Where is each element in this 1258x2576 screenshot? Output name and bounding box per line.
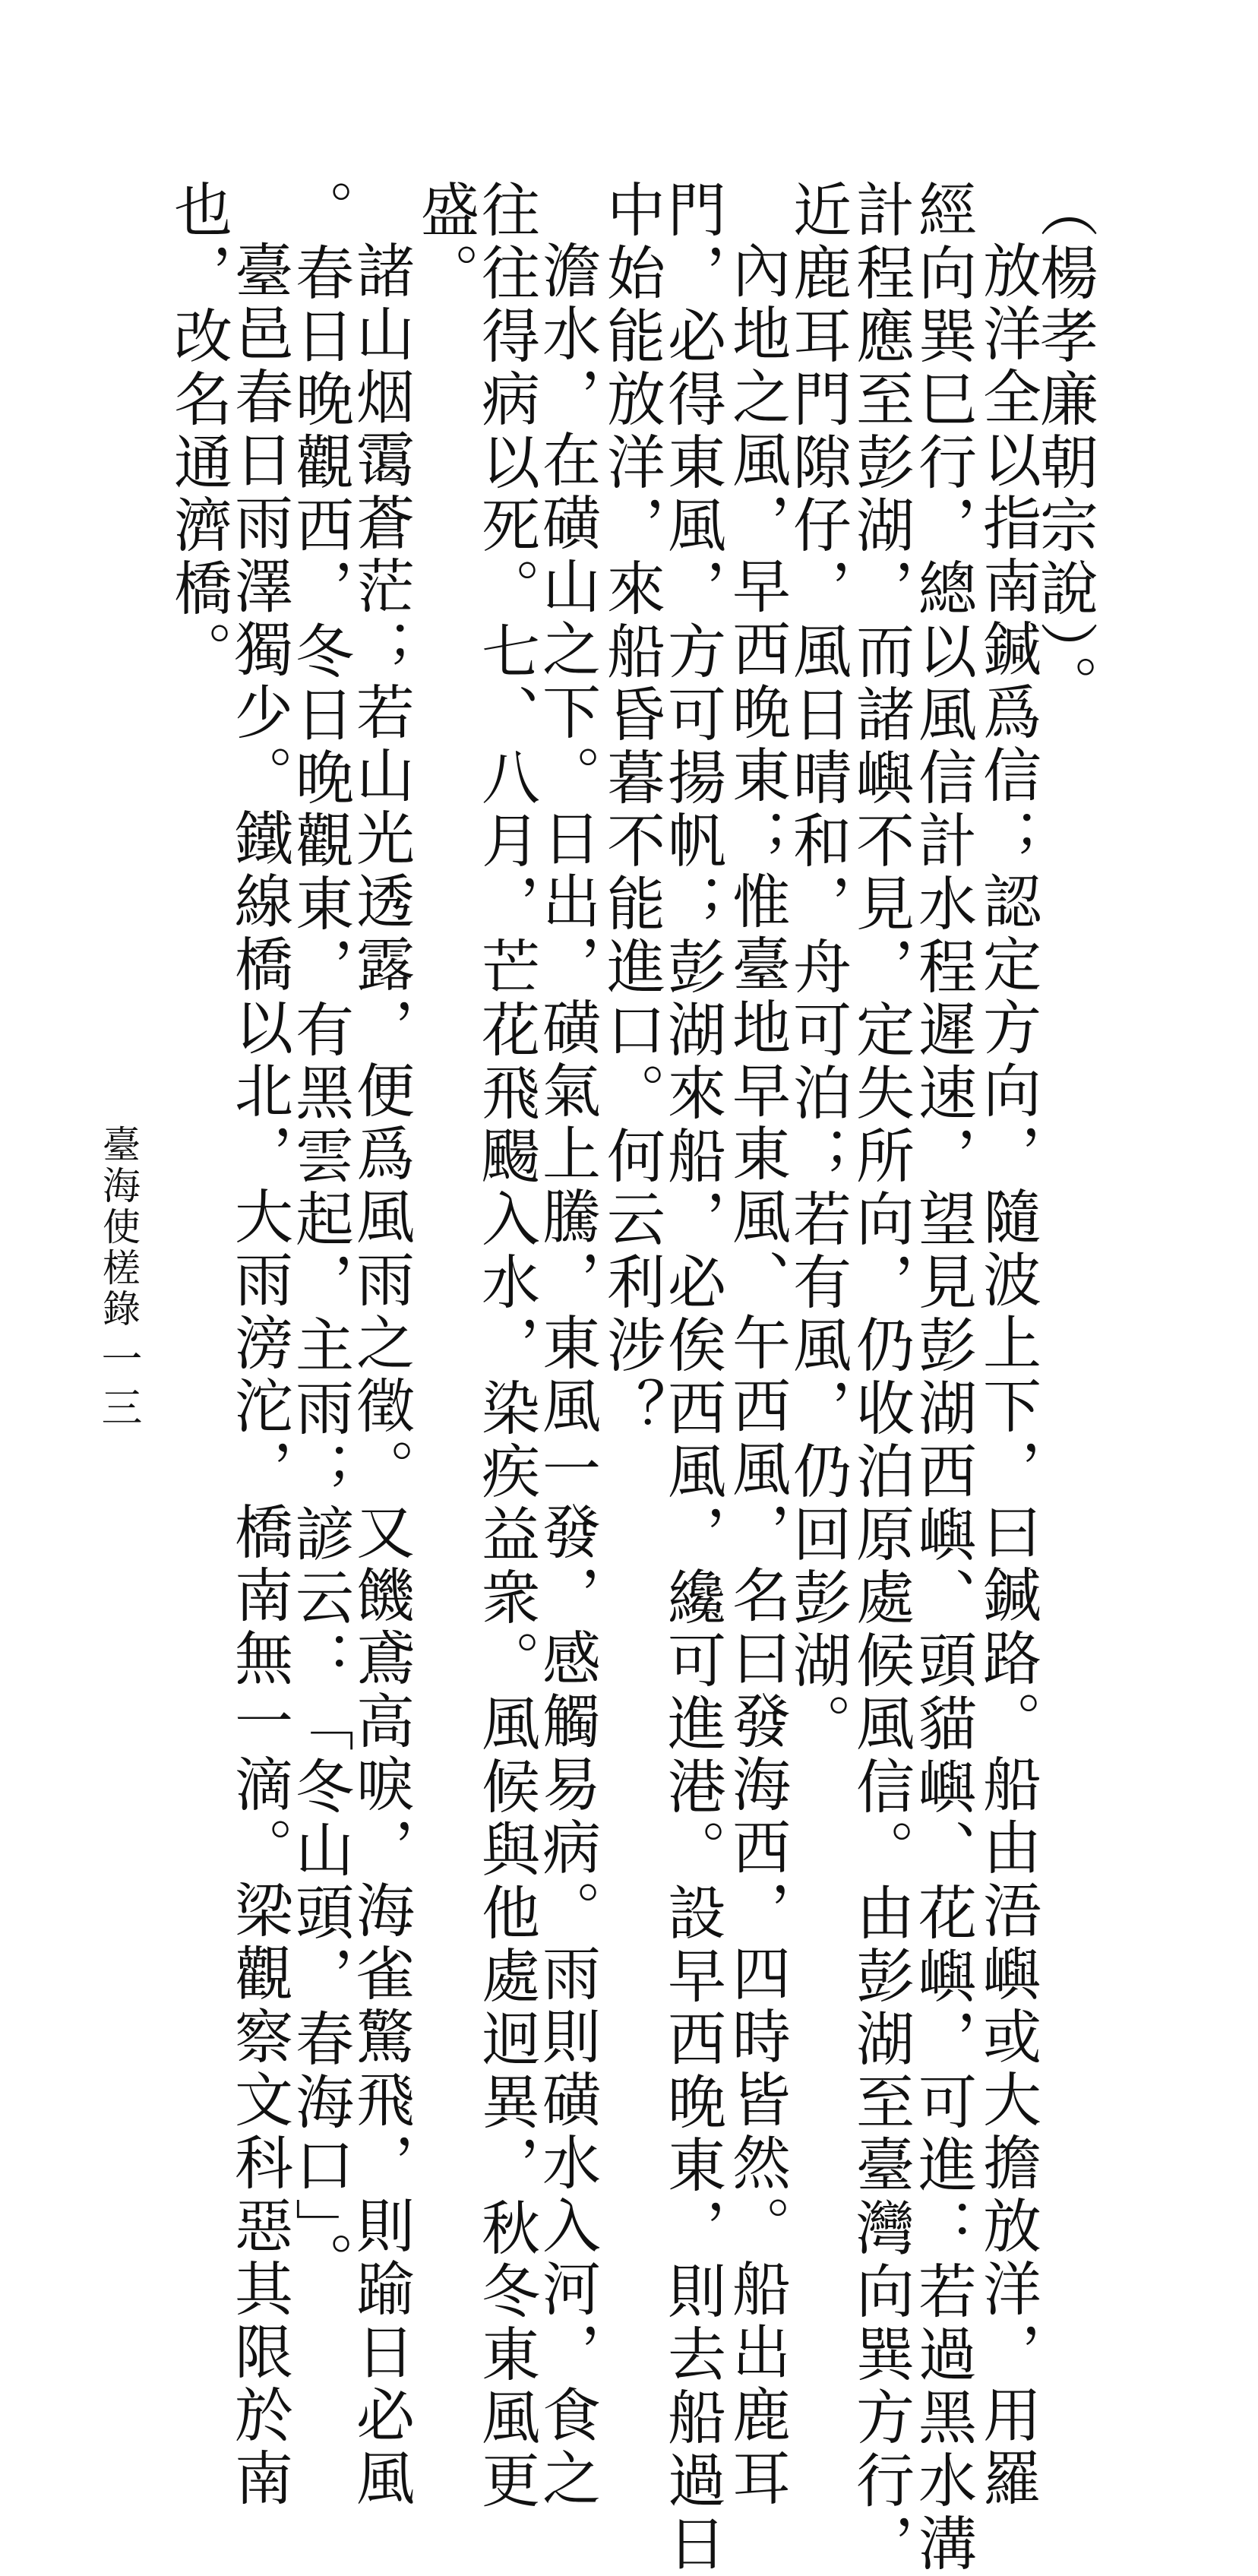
page-number: 一三 [95,1337,143,1435]
text-column: 門，必得東風，方可揚帆；彭湖來船，必俟西風，纔可進港。設早西晚東，則去船過日 [658,179,725,2576]
text-column: 諸山烟霭蒼茫；若山光透露，便爲風雨之徵。又饑鳶高唳，海雀驚飛，則踰日必風 [346,240,414,2511]
text-column: 經向巽巳行，總以風信計水程遲速，望見彭湖西嶼、頭貓嶼、花嶼，可進：若過黑水溝 [909,179,976,2576]
text-column: 。春日晚觀西，冬日晚觀東，有黑雲起，主雨；諺云：「冬山頭，春海口」。 [286,179,353,2295]
text-column: 臺邑春日雨澤獨少。鐵線橋以北，大雨滂沱，橋南無一滴。梁觀察文科惡其限於南 [225,240,292,2511]
text-column: 中始能放洋，來船昏暮不能進口。何云利涉？ [597,179,665,1441]
text-column: 也，改名通濟橋。 [164,179,232,684]
text-column: 近鹿耳門隙仔，風日晴和，舟可泊；若有風，仍回彭湖。 [783,179,851,1756]
text-column-heading: （楊孝廉朝宗說）。 [1030,179,1098,718]
text-column: 放洋全以指南鍼爲信；認定方向，隨波上下，曰鍼路。船由浯嶼或大擔放洋，用羅 [973,240,1041,2511]
text-column: 計程應至彭湖，而諸嶼不見，定失所向，仍收泊原處候風信。由彭湖至臺灣向巽方行， [846,179,914,2576]
running-title: 臺海使槎錄 [96,1125,141,1330]
text-column: 往往得病以死。七、八月，芒花飛颺入水，染疾益衆。風候與他處迥異，秋冬東風更 [472,179,539,2513]
text-column: 澹水，在磺山之下。日出，磺氣上騰，東風一發，感觸易病。雨則磺水入河，食之 [533,240,600,2511]
text-column: 盛。 [411,179,479,305]
text-column: 內地之風，早西晚東；惟臺地早東風、午西風，名曰發海西，四時皆然。船出鹿耳 [722,240,790,2511]
